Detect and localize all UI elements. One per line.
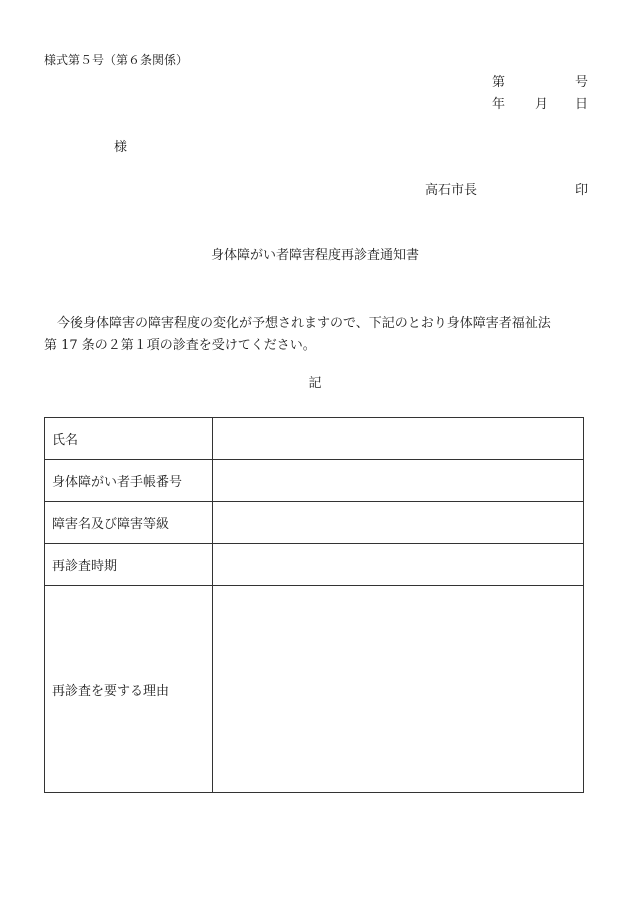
document-number-row <box>0 76 630 90</box>
date-row <box>0 98 630 112</box>
value-reexam-period-field[interactable] <box>213 544 584 586</box>
table-row-certificate-number <box>45 460 584 502</box>
document-number-suffix: 号 <box>575 75 589 90</box>
issuer-row <box>0 184 630 198</box>
notice-body <box>44 313 604 357</box>
issuer-seal-mark: 印 <box>575 183 589 198</box>
notice-body-line: 第 17 条の２第１項の診査を受けてください。 <box>44 338 316 353</box>
label-reexam-reason: 再診査を要する理由 <box>45 586 213 793</box>
date-month-label: 月 <box>535 97 549 112</box>
issuer-title: 高石市長 <box>425 183 478 198</box>
record-table <box>44 417 584 793</box>
table-row-disability-grade <box>45 502 584 544</box>
value-disability-grade-field[interactable] <box>213 502 584 544</box>
document-number-prefix: 第 <box>492 75 506 90</box>
value-name-field[interactable] <box>213 418 584 460</box>
table-row-reexam-reason <box>45 586 584 793</box>
notice-body-line: 今後身体障害の障害程度の変化が予想されますので、下記のとおり身体障害者福祉法 <box>57 316 551 331</box>
date-day-label: 日 <box>575 97 589 112</box>
value-reexam-reason-field[interactable] <box>213 586 584 793</box>
value-certificate-number-field[interactable] <box>213 460 584 502</box>
table-row-reexam-period <box>45 544 584 586</box>
form-number: 様式第５号（第６条関係） <box>44 53 189 67</box>
label-reexam-period: 再診査時期 <box>45 544 213 586</box>
document-title: 身体障がい者障害程度再診査通知書 <box>210 248 419 263</box>
date-year-label: 年 <box>492 97 506 112</box>
label-certificate-number: 身体障がい者手帳番号 <box>45 460 213 502</box>
label-name: 氏名 <box>45 418 213 460</box>
addressee-honorific: 様 <box>114 140 128 155</box>
label-disability-grade: 障害名及び障害等級 <box>45 502 213 544</box>
table-row-name <box>45 418 584 460</box>
record-heading: 記 <box>308 376 322 391</box>
